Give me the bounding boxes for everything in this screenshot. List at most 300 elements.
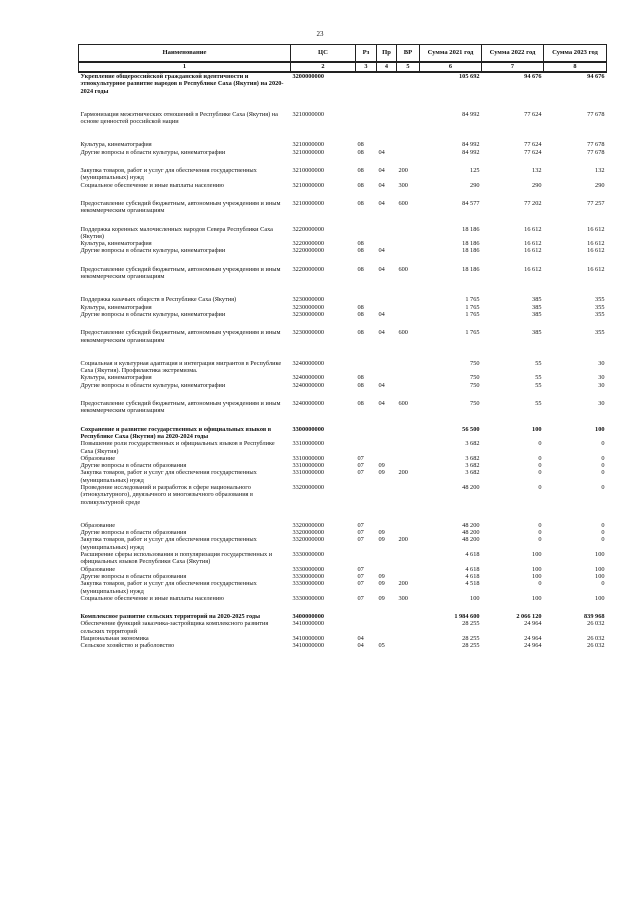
row-rz-code: 08 [357, 199, 364, 207]
row-sum-2022: 100 [532, 565, 542, 573]
row-cs-code: 3240000000 [292, 359, 324, 367]
table-row [79, 125, 607, 148]
row-cs-code: 3220000000 [292, 225, 324, 233]
row-pr-code: 09 [378, 529, 385, 537]
row-cs-code: 3410000000 [292, 642, 324, 650]
row-sum-2023: 355 [595, 329, 605, 337]
row-rz-code: 08 [357, 381, 364, 389]
row-cs-code: 3210000000 [292, 181, 324, 189]
row-rz-code [356, 602, 377, 620]
row-pr-code [377, 602, 397, 620]
row-name: Повышение роли государственных и официальных языков в Республике Саха (Якутия) [80, 440, 275, 455]
row-cs-code: 3300000000 [292, 425, 324, 433]
row-rz-code: 08 [357, 148, 364, 156]
row-pr-code: 09 [378, 536, 385, 544]
row-name: Культура, кинематография [80, 240, 152, 248]
row-name: Предоставление субсидий бюджетным, автономным учреждениям и иным некоммерческим организациям [80, 329, 281, 344]
row-sum-2023: 16 612 [587, 265, 605, 273]
row-pr-code: 04 [378, 310, 385, 318]
row-vr-code [397, 280, 420, 303]
row-name: Другие вопросы в области культуры, кинематографии [80, 247, 226, 255]
row-rz-code: 08 [357, 167, 364, 175]
row-cs-code: 3330000000 [292, 551, 324, 559]
row-rz-code: 04 [357, 635, 364, 643]
row-vr-code: 600 [398, 199, 408, 207]
row-vr-code: 600 [398, 329, 408, 337]
row-name: Гармонизация межэтнических отношений в Республике Саха (Якутия) на основе ценностей российской нации [80, 110, 278, 126]
row-cs-code: 3310000000 [292, 469, 324, 477]
row-pr-code: 09 [378, 580, 385, 588]
table-row [79, 149, 607, 156]
row-vr-code [397, 125, 420, 148]
row-pr-code [377, 635, 397, 642]
header-vr: ВР [397, 45, 420, 63]
row-sum-2021: 290 [470, 181, 480, 189]
row-sum-2021: 105 692 [459, 73, 480, 80]
row-pr-code [377, 455, 397, 462]
row-sum-2021: 750 [470, 400, 480, 408]
table-row [79, 72, 607, 95]
row-pr-code: 04 [378, 265, 385, 273]
table-row [79, 255, 607, 281]
row-cs-code: 3200000000 [292, 73, 324, 80]
row-name: Предоставление субсидий бюджетным, автономным учреждениям и иным некоммерческим организациям [80, 265, 281, 281]
row-pr-code [377, 551, 397, 566]
row-sum-2021: 18 186 [462, 225, 480, 233]
row-sum-2023: 0 [601, 440, 605, 448]
table-row [79, 280, 607, 303]
row-pr-code: 04 [378, 167, 385, 175]
row-sum-2022: 16 612 [524, 265, 542, 273]
row-sum-2022: 385 [532, 329, 542, 337]
row-rz-code [356, 344, 377, 375]
row-vr-code [397, 484, 420, 506]
row-sum-2021: 48 200 [462, 483, 480, 491]
row-rz-code [356, 484, 377, 506]
row-pr-code [377, 215, 397, 241]
row-name: Укрепление общероссийской гражданской идентичности и этнокультурное развитие народов в Республике Саха (Якутия) на 2020-2024 годы [80, 73, 284, 95]
row-vr-code: 200 [398, 580, 408, 588]
row-name: Образование [80, 565, 116, 573]
table-row [79, 536, 607, 551]
row-rz-code [356, 415, 377, 441]
row-sum-2022: 24 964 [524, 642, 542, 650]
row-sum-2022: 0 [538, 580, 542, 588]
column-number: 7 [482, 62, 544, 72]
table-row [79, 602, 607, 620]
row-sum-2023: 30 [598, 359, 605, 367]
row-rz-code: 08 [357, 240, 364, 248]
row-vr-code: 300 [398, 181, 408, 189]
row-sum-2023: 16 612 [587, 240, 605, 248]
row-sum-2023: 0 [601, 483, 605, 491]
row-sum-2021: 18 186 [462, 265, 480, 273]
table-row [79, 382, 607, 389]
row-rz-code: 07 [357, 565, 364, 573]
table-row [79, 469, 607, 484]
row-vr-code: 200 [398, 469, 408, 477]
row-cs-code: 3320000000 [292, 483, 324, 491]
row-pr-code: 04 [378, 199, 385, 207]
table-row [79, 573, 607, 580]
row-sum-2023: 839 968 [584, 613, 605, 621]
row-cs-code: 3240000000 [292, 400, 324, 408]
row-sum-2021: 1 765 [465, 296, 480, 304]
row-rz-code: 08 [357, 265, 364, 273]
row-sum-2021: 1 765 [465, 329, 480, 337]
row-sum-2023: 77 678 [587, 141, 605, 149]
row-sum-2021: 3 682 [465, 462, 480, 470]
column-number: 3 [356, 62, 377, 72]
row-cs-code: 3330000000 [292, 572, 324, 580]
table-row [79, 551, 607, 566]
row-cs-code: 3320000000 [292, 529, 324, 537]
row-name: Национальная экономика [80, 635, 149, 643]
row-sum-2023: 26 032 [587, 620, 605, 628]
header-name: Наименование [79, 45, 291, 63]
table-row [79, 455, 607, 462]
row-sum-2021: 4 518 [465, 580, 480, 588]
row-rz-code: 07 [357, 580, 364, 588]
row-sum-2021: 84 992 [462, 148, 480, 156]
row-sum-2022: 77 202 [524, 199, 542, 207]
row-vr-code [397, 415, 420, 441]
table-row [79, 311, 607, 318]
row-sum-2021: 4 618 [465, 572, 480, 580]
row-name: Другие вопросы в области образования [80, 572, 187, 580]
row-name: Проведение исследований и разработок в сфере национального (этнокультурного), двуязычного и многоязычного образования в поликультурной среде [80, 483, 254, 506]
row-sum-2022: 0 [538, 536, 542, 544]
row-vr-code [397, 374, 420, 381]
row-sum-2022: 0 [538, 454, 542, 462]
row-sum-2021: 4 618 [465, 551, 480, 559]
row-sum-2023: 132 [595, 167, 605, 175]
row-pr-code [377, 280, 397, 303]
row-sum-2023: 77 678 [587, 110, 605, 118]
row-name: Предоставление субсидий бюджетным, автономным учреждениям и иным некоммерческим организациям [80, 400, 281, 415]
row-cs-code: 3210000000 [292, 148, 324, 156]
row-name: Культура, кинематография [80, 303, 152, 311]
row-pr-code [377, 620, 397, 635]
row-pr-code [377, 125, 397, 148]
column-number: 6 [420, 62, 482, 72]
row-name: Расширение сферы использования и популяризация государственных и официальных языков Республики Саха (Якутия) [80, 551, 273, 566]
row-sum-2022: 24 964 [524, 635, 542, 643]
table-row [79, 374, 607, 381]
row-rz-code: 07 [357, 469, 364, 477]
row-cs-code: 3320000000 [292, 521, 324, 529]
row-cs-code: 3240000000 [292, 381, 324, 389]
row-pr-code [377, 304, 397, 311]
row-sum-2021: 28 255 [462, 635, 480, 643]
table-row [79, 95, 607, 126]
row-sum-2023: 355 [595, 296, 605, 304]
row-sum-2021: 48 200 [462, 536, 480, 544]
row-sum-2021: 28 255 [462, 642, 480, 650]
row-sum-2021: 1 765 [465, 303, 480, 311]
row-rz-code [356, 620, 377, 635]
row-rz-code: 07 [357, 536, 364, 544]
row-vr-code [397, 304, 420, 311]
row-sum-2022: 77 624 [524, 148, 542, 156]
budget-table [78, 44, 607, 650]
row-sum-2023: 0 [601, 580, 605, 588]
row-sum-2022: 385 [532, 310, 542, 318]
row-vr-code [397, 506, 420, 529]
row-vr-code [397, 344, 420, 375]
row-sum-2023: 100 [595, 565, 605, 573]
row-pr-code [377, 374, 397, 381]
row-name: Закупка товаров, работ и услуг для обеспечения государственных (муниципальных) нужд [80, 580, 257, 595]
row-vr-code [397, 440, 420, 455]
row-sum-2022: 100 [532, 594, 542, 602]
row-sum-2021: 48 200 [462, 521, 480, 529]
row-sum-2022: 77 624 [524, 110, 542, 118]
row-vr-code: 200 [398, 536, 408, 544]
row-vr-code: 600 [398, 265, 408, 273]
column-number: 1 [79, 62, 291, 72]
row-cs-code: 3220000000 [292, 247, 324, 255]
table-row [79, 318, 607, 344]
row-vr-code: 300 [398, 594, 408, 602]
row-cs-code: 3330000000 [292, 565, 324, 573]
row-name: Образование [80, 454, 116, 462]
row-sum-2022: 55 [535, 400, 542, 408]
row-cs-code: 3410000000 [292, 620, 324, 628]
table-row [79, 529, 607, 536]
row-cs-code: 3210000000 [292, 199, 324, 207]
row-pr-code: 05 [378, 642, 385, 650]
row-name: Образование [80, 521, 116, 529]
row-sum-2023: 100 [595, 594, 605, 602]
row-name: Закупка товаров, работ и услуг для обеспечения государственных (муниципальных) нужд [80, 469, 257, 484]
row-sum-2022: 16 612 [524, 247, 542, 255]
row-vr-code: 200 [398, 167, 408, 175]
row-cs-code: 3210000000 [292, 167, 324, 175]
column-number-row [79, 62, 607, 72]
row-cs-code: 3310000000 [292, 462, 324, 470]
row-name: Другие вопросы в области культуры, кинематографии [80, 381, 226, 389]
row-sum-2022: 100 [532, 425, 542, 433]
row-pr-code: 09 [378, 469, 385, 477]
row-name: Культура, кинематография [80, 374, 152, 382]
row-rz-code: 08 [357, 329, 364, 337]
row-name: Другие вопросы в области образования [80, 462, 187, 470]
table-row [79, 440, 607, 455]
row-pr-code [377, 506, 397, 529]
row-name: Другие вопросы в области образования [80, 529, 187, 537]
row-vr-code [397, 455, 420, 462]
row-name: Предоставление субсидий бюджетным, автономным учреждениям и иным некоммерческим организациям [80, 199, 281, 215]
table-row [79, 389, 607, 415]
row-sum-2021: 4 618 [465, 565, 480, 573]
row-vr-code [397, 149, 420, 156]
row-pr-code [377, 95, 397, 126]
row-cs-code: 3230000000 [292, 310, 324, 318]
row-sum-2022: 290 [532, 181, 542, 189]
row-sum-2023: 30 [598, 374, 605, 382]
row-rz-code [356, 440, 377, 455]
row-pr-code: 04 [378, 400, 385, 408]
row-vr-code [397, 635, 420, 642]
row-vr-code [397, 240, 420, 247]
row-vr-code [397, 642, 420, 649]
row-rz-code: 08 [357, 374, 364, 382]
row-rz-code: 07 [357, 521, 364, 529]
row-rz-code [356, 280, 377, 303]
row-sum-2023: 355 [595, 303, 605, 311]
row-sum-2022: 0 [538, 462, 542, 470]
row-sum-2022: 55 [535, 374, 542, 382]
row-pr-code: 04 [378, 181, 385, 189]
row-sum-2023: 0 [601, 529, 605, 537]
header-sum-2021: Сумма 2021 год [420, 45, 482, 63]
row-vr-code [397, 95, 420, 126]
header-pr: Пр [377, 45, 397, 63]
row-sum-2021: 28 255 [462, 620, 480, 628]
header-rz: Рз [356, 45, 377, 63]
header-sum-2022: Сумма 2022 год [482, 45, 544, 63]
row-vr-code [397, 551, 420, 566]
row-cs-code: 3320000000 [292, 536, 324, 544]
row-name: Сельское хозяйство и рыболовство [80, 642, 175, 650]
column-number: 5 [397, 62, 420, 72]
row-sum-2021: 750 [470, 374, 480, 382]
row-sum-2022: 100 [532, 551, 542, 559]
row-sum-2021: 18 186 [462, 247, 480, 255]
row-name: Обеспечение функций заказчика-застройщика комплексного развития сельских территорий [80, 620, 269, 635]
table-row [79, 415, 607, 441]
row-pr-code [377, 240, 397, 247]
row-rz-code: 07 [357, 454, 364, 462]
row-sum-2021: 125 [470, 167, 480, 175]
table-row [79, 182, 607, 189]
row-sum-2022: 385 [532, 303, 542, 311]
row-rz-code: 04 [357, 642, 364, 650]
column-number: 4 [377, 62, 397, 72]
row-sum-2023: 30 [598, 381, 605, 389]
row-sum-2022: 94 676 [524, 73, 542, 80]
row-name: Социальная и культурная адаптация и интеграция мигрантов в Республике Саха (Якутия). Профилактика экстремизма. [80, 359, 282, 375]
row-pr-code: 04 [378, 381, 385, 389]
header-cs: ЦС [291, 45, 356, 63]
row-cs-code: 3230000000 [292, 303, 324, 311]
row-sum-2021: 48 200 [462, 529, 480, 537]
row-vr-code: 600 [398, 400, 408, 408]
row-name: Поддержка казачьих обществ в Республике Саха (Якутия) [80, 296, 237, 304]
row-sum-2021: 84 577 [462, 199, 480, 207]
row-sum-2023: 26 032 [587, 642, 605, 650]
table-row [79, 620, 607, 635]
row-vr-code [397, 573, 420, 580]
row-cs-code: 3210000000 [292, 141, 324, 149]
row-sum-2021: 3 682 [465, 440, 480, 448]
table-row [79, 304, 607, 311]
row-pr-code [377, 566, 397, 573]
row-name: Поддержка коренных малочисленных народов Севера Республики Саха (Якутия) [80, 225, 273, 240]
row-rz-code: 07 [357, 529, 364, 537]
table-row [79, 156, 607, 182]
table-row [79, 240, 607, 247]
row-sum-2022: 0 [538, 469, 542, 477]
row-pr-code: 09 [378, 572, 385, 580]
row-sum-2022: 0 [538, 440, 542, 448]
row-sum-2022: 77 624 [524, 141, 542, 149]
row-vr-code [397, 382, 420, 389]
row-sum-2022: 16 612 [524, 240, 542, 248]
row-cs-code: 3230000000 [292, 296, 324, 304]
row-rz-code: 08 [357, 247, 364, 255]
row-sum-2023: 16 612 [587, 247, 605, 255]
table-row [79, 484, 607, 506]
row-sum-2021: 1 984 600 [454, 613, 480, 621]
row-sum-2023: 77 257 [587, 199, 605, 207]
row-name: Сохранение и развитие государственных и официальных языков в Республике Саха (Якутия) на 2020-2024 годы [80, 425, 272, 440]
row-sum-2022: 0 [538, 521, 542, 529]
table-row [79, 189, 607, 215]
row-pr-code [377, 440, 397, 455]
row-pr-code: 04 [378, 148, 385, 156]
row-pr-code [377, 415, 397, 441]
row-name: Закупка товаров, работ и услуг для обеспечения государственных (муниципальных) нужд [80, 167, 257, 182]
table-row [79, 566, 607, 573]
row-sum-2022: 385 [532, 296, 542, 304]
row-sum-2021: 1 765 [465, 310, 480, 318]
column-number: 2 [291, 62, 356, 72]
row-rz-code [356, 72, 377, 95]
row-vr-code [397, 529, 420, 536]
table-row [79, 462, 607, 469]
table-row [79, 344, 607, 375]
row-cs-code: 3330000000 [292, 580, 324, 588]
row-rz-code: 07 [357, 462, 364, 470]
row-cs-code: 3330000000 [292, 594, 324, 602]
row-sum-2023: 30 [598, 400, 605, 408]
row-cs-code: 3240000000 [292, 374, 324, 382]
row-sum-2023: 0 [601, 536, 605, 544]
row-vr-code [397, 311, 420, 318]
row-sum-2021: 100 [470, 594, 480, 602]
row-sum-2023: 26 032 [587, 635, 605, 643]
row-pr-code: 04 [378, 329, 385, 337]
row-name: Другие вопросы в области культуры, кинематографии [80, 310, 226, 318]
row-sum-2021: 84 992 [462, 141, 480, 149]
row-sum-2022: 0 [538, 483, 542, 491]
row-sum-2021: 56 500 [462, 425, 480, 433]
table-row [79, 247, 607, 254]
row-rz-code: 08 [357, 400, 364, 408]
table-row [79, 595, 607, 602]
row-sum-2023: 0 [601, 454, 605, 462]
row-sum-2022: 100 [532, 572, 542, 580]
row-name: Социальное обеспечение и иные выплаты населению [80, 594, 224, 602]
row-sum-2021: 750 [470, 359, 480, 367]
table-row [79, 642, 607, 649]
row-vr-code [397, 566, 420, 573]
row-cs-code: 3400000000 [292, 613, 324, 621]
table-row [79, 506, 607, 529]
row-sum-2023: 94 676 [587, 73, 605, 80]
table-row [79, 635, 607, 642]
row-sum-2021: 750 [470, 381, 480, 389]
row-pr-code [377, 484, 397, 506]
row-name: Закупка товаров, работ и услуг для обеспечения государственных (муниципальных) нужд [80, 536, 257, 551]
row-pr-code [377, 72, 397, 95]
row-pr-code: 09 [378, 462, 385, 470]
column-number: 8 [544, 62, 607, 72]
row-cs-code: 3220000000 [292, 265, 324, 273]
row-rz-code: 08 [357, 303, 364, 311]
